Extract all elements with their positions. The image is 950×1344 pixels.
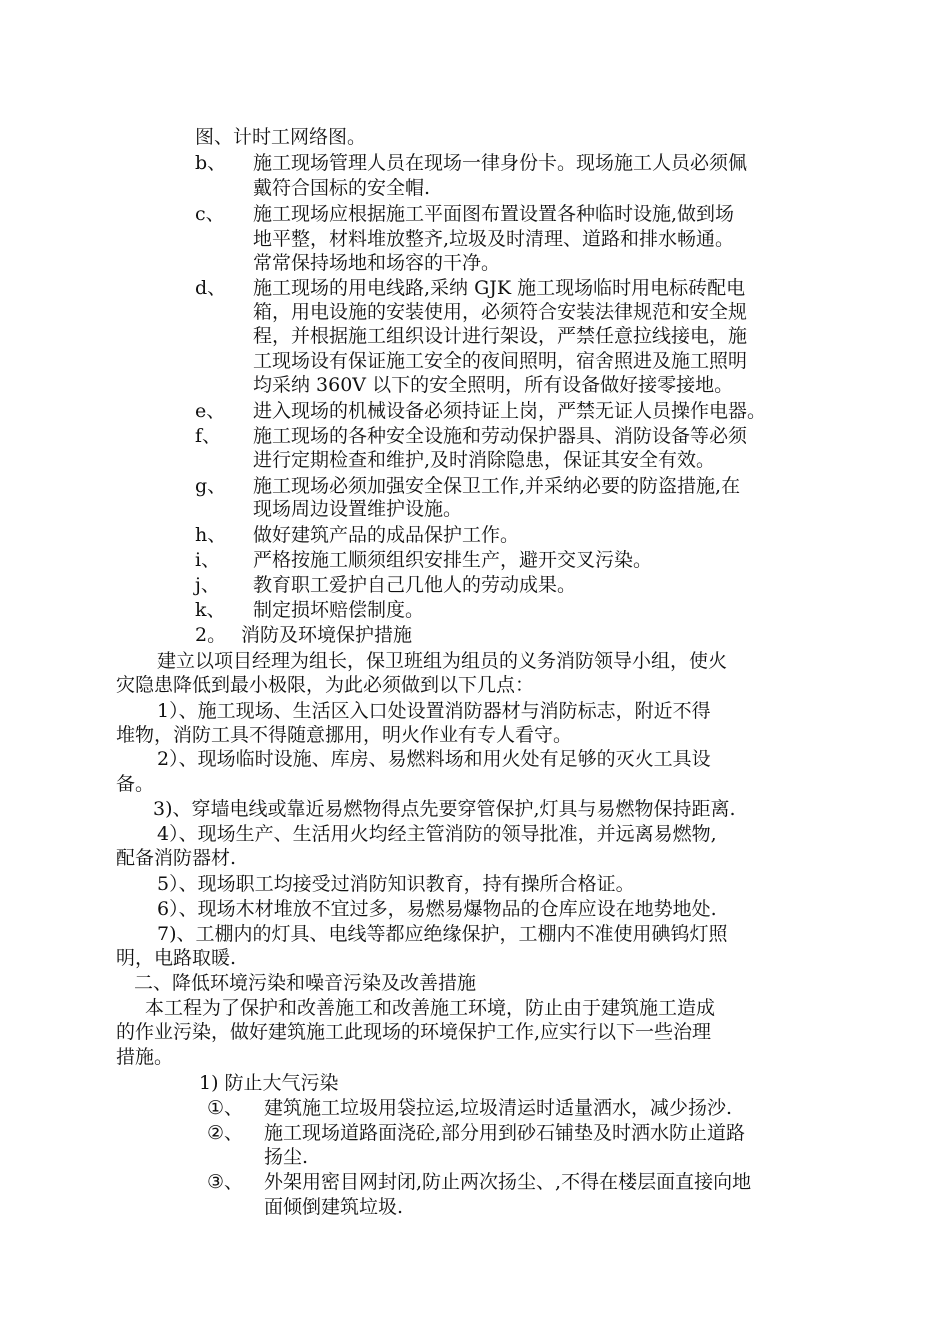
list-item-text: 地平整，材料堆放整齐,垃圾及时清理、道路和排水畅通。: [253, 228, 735, 250]
numbered-point: 1）、施工现场、生活区入口处设置消防器材与消防标志，附近不得: [157, 700, 711, 722]
list-marker: c、: [195, 203, 225, 225]
numbered-point: 7)、工棚内的灯具、电线等都应绝缘保护，工棚内不准使用碘钨灯照: [157, 923, 728, 945]
list-item-text: 施工现场的用电线路,采纳 GJK 施工现场临时用电标砖配电: [253, 277, 746, 299]
list-item-text: 常常保持场地和场容的干净。: [253, 252, 501, 274]
numbered-point-cont: 配备消防器材.: [116, 847, 237, 869]
list-item-text: 施工现场必须加强安全保卫工作,并采纳必要的防盗措施,在: [253, 475, 741, 497]
list-marker: ③、: [207, 1171, 244, 1193]
list-item-text: 建筑施工垃圾用袋拉运,垃圾清运时适量洒水，减少扬沙.: [264, 1097, 733, 1119]
list-item-text: 程，并根据施工组织设计进行架设，严禁任意拉线接电，施: [253, 325, 748, 347]
section-heading: 二、降低环境污染和噪音污染及改善措施: [134, 972, 477, 994]
list-marker: g、: [195, 475, 227, 497]
section-number: 2。: [195, 624, 227, 646]
numbered-point: 5）、现场职工均接受过消防知识教育，持有操所合格证。: [157, 873, 635, 895]
paragraph-line: 的作业污染，做好建筑施工此现场的环境保护工作,应实行以下一些治理: [116, 1021, 712, 1043]
list-item-text: 扬尘.: [264, 1146, 309, 1168]
list-item-text: 进行定期检查和维护,及时消除隐患，保证其安全有效。: [253, 449, 716, 471]
list-item-text: 做好建筑产品的成品保护工作。: [253, 524, 520, 546]
numbered-point-cont: 堆物，消防工具不得随意挪用，明火作业有专人看守。: [116, 724, 573, 746]
list-item-text: 严格按施工顺须组织安排生产，避开交叉污染。: [253, 549, 653, 571]
numbered-point: 4）、现场生产、生活用火均经主管消防的领导批准，并远离易燃物,: [157, 823, 717, 845]
list-marker: k、: [195, 599, 226, 621]
list-item-text: 施工现场管理人员在现场一律身份卡。现场施工人员必须佩: [253, 152, 748, 174]
list-marker: f、: [195, 425, 222, 447]
list-item-text: 面倾倒建筑垃圾.: [264, 1196, 404, 1218]
list-item-text: 施工现场道路面浇砼,部分用到砂石铺垫及时洒水防止道路: [264, 1122, 746, 1144]
list-marker: b、: [195, 152, 227, 174]
list-item-text: 制定损坏赔偿制度。: [253, 599, 425, 621]
paragraph-line: 建立以项目经理为组长，保卫班组为组员的义务消防领导小组，使火: [157, 650, 728, 672]
list-item-text: 施工现场应根据施工平面图布置设置各种临时设施,做到场: [253, 203, 735, 225]
sub-heading: 1) 防止大气污染: [199, 1072, 339, 1094]
list-item-text: 均采纳 360V 以下的安全照明，所有设备做好接零接地。: [253, 374, 734, 396]
list-marker: i、: [195, 549, 221, 571]
list-item-text: 箱，用电设施的安装使用，必须符合安装法律规范和安全规: [253, 301, 748, 323]
paragraph-line: 灾隐患降低到最小极限，为此必须做到以下几点：: [116, 674, 535, 696]
list-item-text: 工现场设有保证施工安全的夜间照明，宿舍照进及施工照明: [253, 350, 748, 372]
list-marker: j、: [195, 574, 220, 596]
numbered-point-cont: 备。: [116, 773, 155, 795]
list-item-text: 戴符合国标的安全帽.: [253, 177, 431, 199]
numbered-point: 3)、穿墙电线或靠近易燃物得点先要穿管保护,灯具与易燃物保持距离.: [153, 798, 736, 820]
list-marker: d、: [195, 277, 227, 299]
section-heading: 消防及环境保护措施: [241, 624, 413, 646]
list-marker: e、: [195, 400, 226, 422]
numbered-point: 2）、现场临时设施、库房、易燃料场和用火处有足够的灭火工具设: [157, 748, 711, 770]
list-item-text: 进入现场的机械设备必须持证上岗，严禁无证人员操作电器。: [253, 400, 767, 422]
list-item-text: 教育职工爱护自己几他人的劳动成果。: [253, 574, 577, 596]
list-marker: ②、: [207, 1122, 244, 1144]
list-marker: ①、: [207, 1097, 244, 1119]
paragraph-line: 措施。: [116, 1046, 174, 1068]
numbered-point: 6）、现场木材堆放不宜过多，易燃易爆物品的仓库应设在地势地处.: [157, 898, 717, 920]
numbered-point-cont: 明，电路取暖.: [116, 947, 237, 969]
list-item-text: 施工现场的各种安全设施和劳动保护器具、消防设备等必须: [253, 425, 748, 447]
list-item-text: 外架用密目网封闭,防止两次扬尘、,不得在楼层面直接向地: [264, 1171, 752, 1193]
list-item-text: 现场周边设置维护设施。: [253, 498, 463, 520]
paragraph-line: 本工程为了保护和改善施工和改善施工环境，防止由于建筑施工造成: [145, 997, 716, 1019]
list-continuation: 图、计时工网络图。: [195, 126, 367, 148]
list-marker: h、: [195, 524, 227, 546]
